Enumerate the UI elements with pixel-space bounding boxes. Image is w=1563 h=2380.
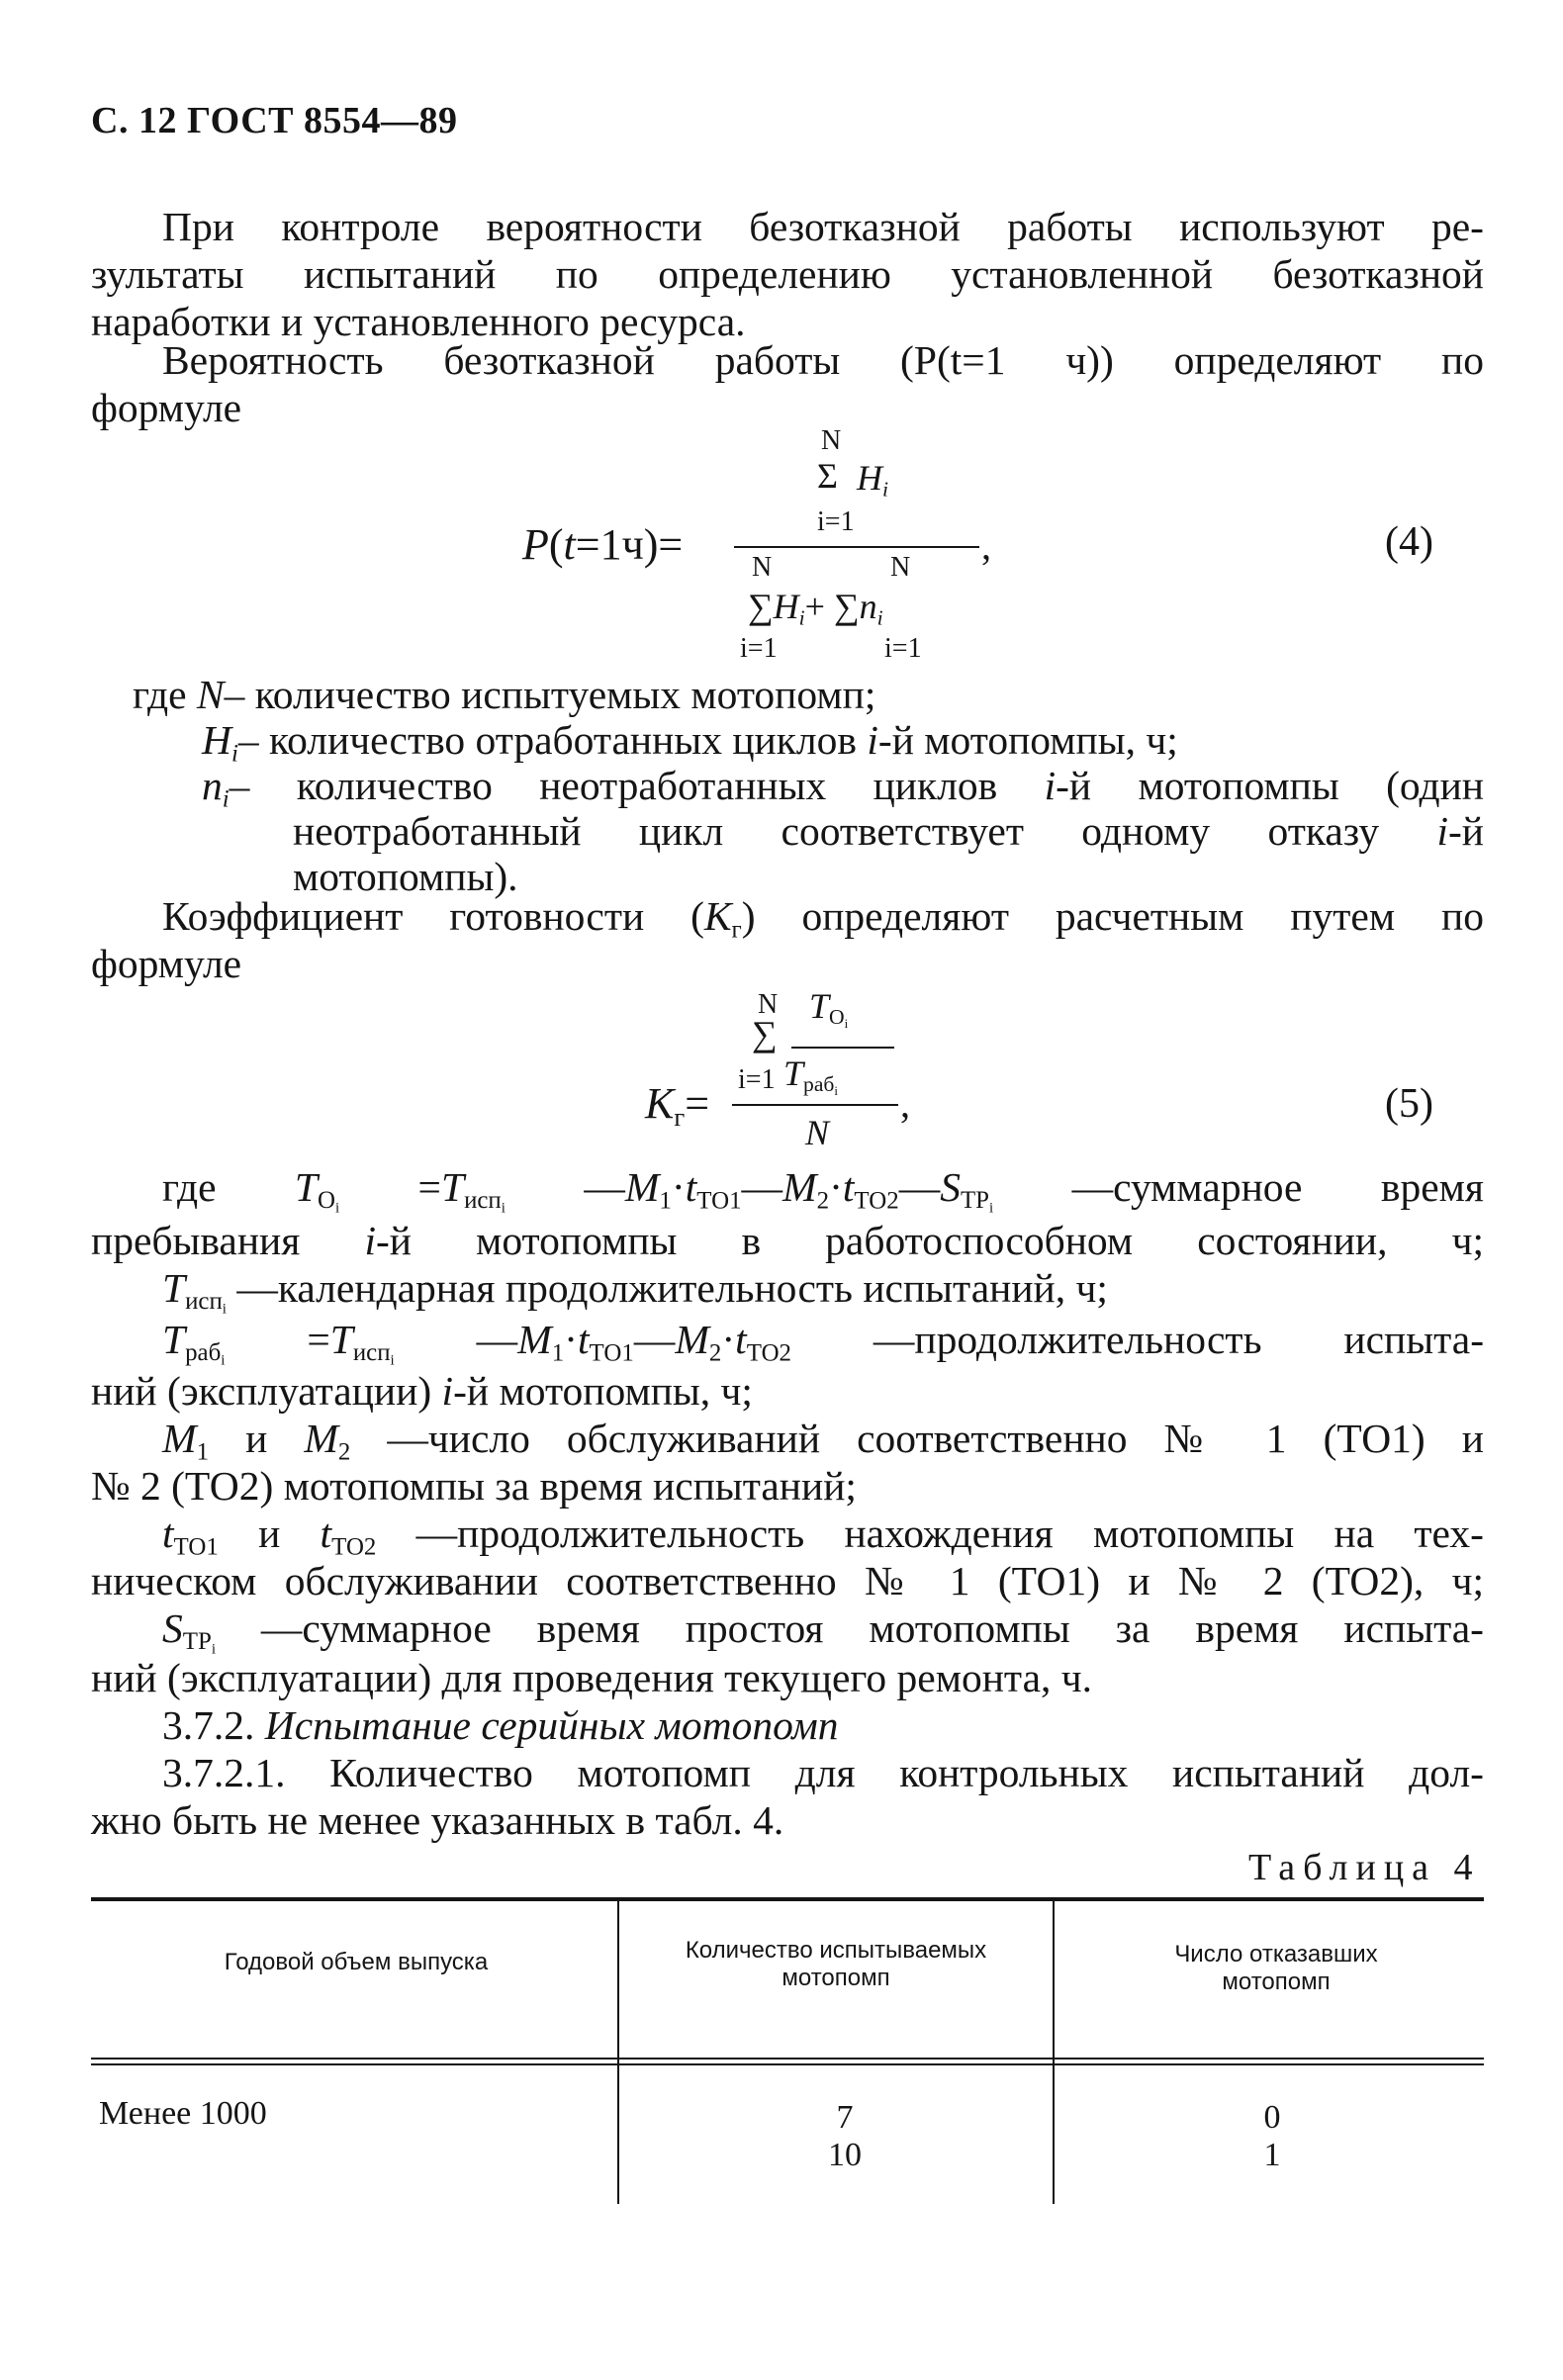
col-header-tested: Количество испытываемых мотопомп [685, 1937, 987, 1991]
eq5-lhs: $K_г=$ [645, 1079, 710, 1132]
legend-Trab: $T_{раб_i} =T_{исп_i}$ $—M_1\cdot t_{ТО1}—M_2\cdot t_{ТО2}$ —продолжительность испыта- [162, 1317, 1485, 1369]
eq4-den-sum1-top: N [752, 552, 773, 583]
table-header-rule [91, 2058, 1484, 2060]
eq5-den: N [805, 1113, 830, 1152]
eq4-num-sigma: Σ [817, 456, 838, 496]
eq4-den-sum2-top: N [890, 552, 911, 583]
eq4-num-sum-top: N [821, 425, 842, 456]
eq5-sigma: ∑ [752, 1014, 778, 1053]
legend-TO: где $T_{O_i} =T_{исп_i}$ $—M_1\cdot t_{ТО1}—M_2\cdot t_{ТО2}—S_{ТР_i}$ —суммарное время [162, 1164, 1484, 1217]
legend-Trab-cont: ний (эксплуатации) i-й мотопомпы, ч; [91, 1368, 753, 1414]
text-line: 3.7.2.1. Количество мотопомп для контрольных испытаний дол- [162, 1750, 1484, 1795]
legend-S: $S_{ТР_i}$ —суммарное время простоя мотопомпы за время испыта- [162, 1605, 1484, 1658]
eq5-comma: , [900, 1081, 910, 1126]
text-line: зультаты испытаний по определению установленной безотказной [91, 251, 1484, 297]
eq4-den-sum2-bottom: i=1 [884, 633, 922, 664]
legend-TO-cont: пребывания i-й мотопомпы в работоспособном состоянии, ч; [91, 1218, 1484, 1263]
table-caption: Таблица 4 [1248, 1847, 1481, 1888]
section-heading: 3.7.2. Испытание серийных мотопомп [162, 1702, 839, 1748]
legend-ni-cont: неотработанный цикл соответствует одному отказу i-й [293, 808, 1484, 854]
eq5-inner-den: $T_{раб_i}$ [783, 1053, 839, 1099]
legend-t-cont: ническом обслуживании соответственно № 1 (ТО1) и № 2 (ТО2), ч; [91, 1558, 1484, 1603]
legend-N: где N– количество испытуемых мотопомп; [133, 672, 876, 717]
legend-ni: $n_i-$ количество неотработанных циклов i-й мотопомпы (один [202, 763, 1485, 813]
table-cell-volume: Менее 1000 [99, 2095, 267, 2132]
eq5-sum-bottom: i=1 [738, 1064, 776, 1095]
eq4-number: (4) [1385, 519, 1433, 565]
table-col-divider-1 [617, 1897, 619, 2204]
eq4-den-sum1-bottom: i=1 [740, 633, 778, 664]
eq5-inner-num: $T_{O_i}$ [809, 986, 849, 1032]
text-line: жно быть не менее указанных в табл. 4. [91, 1797, 784, 1843]
eq4-num-var: $H_i$ [857, 458, 888, 502]
col-header-failed: Число отказавших мотопомп [1174, 1941, 1378, 1995]
text-line: Коэффициент готовности $(К_г)$ определяют расчетным путем по [162, 893, 1484, 944]
eq5-fraction-bar [732, 1104, 898, 1106]
eq5-inner-bar [791, 1047, 894, 1049]
legend-M: $M_1$ и $M_2$ —число обслуживаний соответственно № 1 (ТО1) и [162, 1416, 1484, 1466]
text-line: При контроле вероятности безотказной работы используют ре- [162, 204, 1484, 249]
table-cell-tested-1: 7 [836, 2099, 854, 2136]
text-line: формуле [91, 941, 242, 986]
legend-Hi: $H_i-$ количество отработанных циклов i-й мотопомпы, ч; [202, 717, 1178, 768]
text-line: наработки и установленного ресурса. [91, 299, 746, 344]
text-line: формуле [91, 385, 242, 430]
table-cell-failed-2: 1 [1263, 2137, 1281, 2173]
eq5-number: (5) [1385, 1081, 1433, 1127]
eq5-sum-top: N [758, 989, 779, 1020]
eq4-comma: , [981, 523, 991, 568]
eq4-num-sum-bottom: i=1 [817, 506, 855, 537]
legend-ni-cont2: мотопомпы). [293, 854, 518, 899]
eq4-lhs: P(t=1ч)= [522, 520, 684, 569]
table-cell-tested-2: 10 [828, 2137, 862, 2173]
table-header-rule-2 [91, 2063, 1484, 2065]
legend-M-cont: № 2 (ТО2) мотопомпы за время испытаний; [91, 1463, 857, 1509]
text-line: Вероятность безотказной работы (Р(t=1 ч)) определяют по [162, 337, 1484, 383]
eq4-fraction-bar [734, 546, 979, 548]
legend-S-cont: ний (эксплуатации) для проведения текущего ремонта, ч. [91, 1655, 1092, 1700]
table-top-rule [91, 1897, 1484, 1901]
legend-Tisp: $T_{исп_i}$ —календарная продолжительность испытаний, ч; [162, 1265, 1108, 1318]
legend-t: $t_{ТО1}$ и $t_{ТО2}$ —продолжительность нахождения мотопомпы на тех- [162, 1510, 1484, 1561]
table-cell-failed-1: 0 [1263, 2099, 1281, 2136]
page-header: С. 12 ГОСТ 8554—89 [91, 100, 458, 141]
table-col-divider-2 [1053, 1897, 1055, 2204]
col-header-volume: Годовой объем выпуска [224, 1949, 489, 1975]
eq4-denominator: $\sum H_i+ \sum n_i$ [748, 587, 883, 630]
